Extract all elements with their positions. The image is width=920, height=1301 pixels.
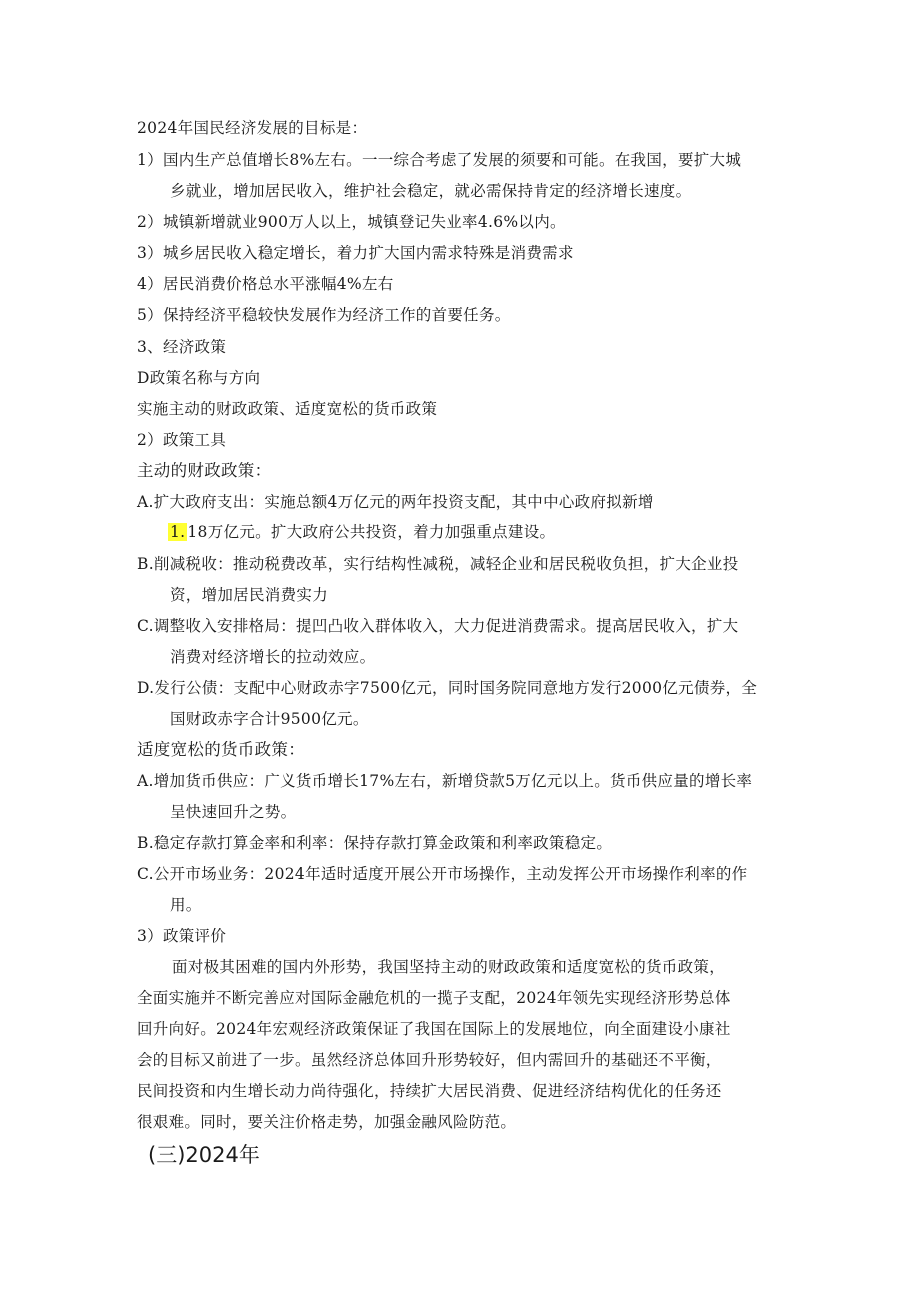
evaluation-line-6: 很艰难。同时，要关注价格走势，加强金融风险防范。	[137, 1113, 517, 1131]
intro-line: 2024年国民经济发展的目标是：	[137, 119, 368, 137]
fiscal-item-c-line-1: C.调整收入安排格局：提凹凸收入群体收入，大力促进消费需求。提高居民收入，扩大	[137, 617, 739, 635]
section-3-heading: 3、经济政策	[137, 338, 227, 356]
next-section-heading: (三)2024年	[148, 1143, 260, 1167]
fiscal-item-a-line-1: A.扩大政府支出：实施总额4万亿元的两年投资支配，其中中心政府拟新增	[137, 493, 654, 511]
evaluation-line-3: 回升向好。2024年宏观经济政策保证了我国在国际上的发展地位，向全面建设小康社	[137, 1020, 731, 1038]
goal-1-line-2: 乡就业，增加居民收入，维护社会稳定，就必需保持肯定的经济增长速度。	[170, 182, 692, 200]
fiscal-item-d-line-2: 国财政赤字合计9500亿元。	[170, 710, 369, 728]
highlighted-text: 1.	[170, 523, 186, 541]
subsection-3-heading: 3）政策评价	[137, 927, 227, 945]
subsection-2-heading: 2）政策工具	[137, 431, 227, 449]
monetary-item-c-line-1: C.公开市场业务：2024年适时适度开展公开市场操作，主动发挥公开市场操作利率的作	[137, 865, 748, 883]
fiscal-item-a-line-2	[168, 522, 555, 542]
goal-5-line: 5）保持经济平稳较快发展作为经济工作的首要任务。	[137, 306, 511, 324]
fiscal-item-b-line-1: B.削减税收：推动税费改革，实行结构性减税，减轻企业和居民税收负担，扩大企业投	[137, 555, 739, 573]
fiscal-item-b-line-2: 资，增加居民消费实力	[170, 586, 329, 604]
goal-1-line-1: 1）国内生产总值增长8%左右。一一综合考虑了发展的须要和可能。在我国，要扩大城	[137, 151, 742, 169]
fiscal-policy-title: 主动的财政政策：	[137, 461, 272, 480]
subsection-1-text: 实施主动的财政政策、适度宽松的货币政策	[137, 400, 438, 418]
evaluation-line-2: 全面实施并不断完善应对国际金融危机的一揽子支配，2024年领先实现经济形势总体	[137, 989, 731, 1007]
fiscal-item-c-line-2: 消费对经济增长的拉动效应。	[170, 648, 376, 666]
monetary-item-a-line-2: 呈快速回升之势。	[170, 803, 297, 821]
monetary-item-c-line-2: 用。	[170, 896, 202, 914]
goal-4-line: 4）居民消费价格总水平涨幅4%左右	[137, 275, 394, 293]
goal-2-line: 2）城镇新增就业900万人以上，城镇登记失业率4.6%以内。	[137, 213, 566, 231]
evaluation-line-1: 面对极其困难的国内外形势，我国坚持主动的财政政策和适度宽松的货币政策，	[172, 958, 726, 976]
monetary-policy-title: 适度宽松的货币政策：	[137, 740, 305, 759]
fiscal-item-d-line-1: D.发行公债：支配中心财政赤字7500亿元，同时国务院同意地方发行2000亿元债券，全	[137, 679, 758, 697]
goal-3-line: 3）城乡居民收入稳定增长，着力扩大国内需求特殊是消费需求	[137, 244, 574, 262]
fiscal-item-a-line-2-text: 18万亿元。扩大政府公共投资，着力加强重点建设。	[187, 523, 556, 541]
subsection-1-heading: D政策名称与方向	[137, 369, 261, 387]
evaluation-line-5: 民间投资和内生增长动力尚待强化，持续扩大居民消费、促进经济结构优化的任务还	[137, 1082, 722, 1100]
monetary-item-a-line-1: A.增加货币供应：广义货币增长17%左右，新增贷款5万亿元以上。货币供应量的增长率	[137, 772, 753, 790]
evaluation-line-4: 会的目标又前进了一步。虽然经济总体回升形势较好，但内需回升的基础还不平衡，	[137, 1051, 722, 1069]
monetary-item-b-line: B.稳定存款打算金率和利率：保持存款打算金政策和利率政策稳定。	[137, 834, 613, 852]
